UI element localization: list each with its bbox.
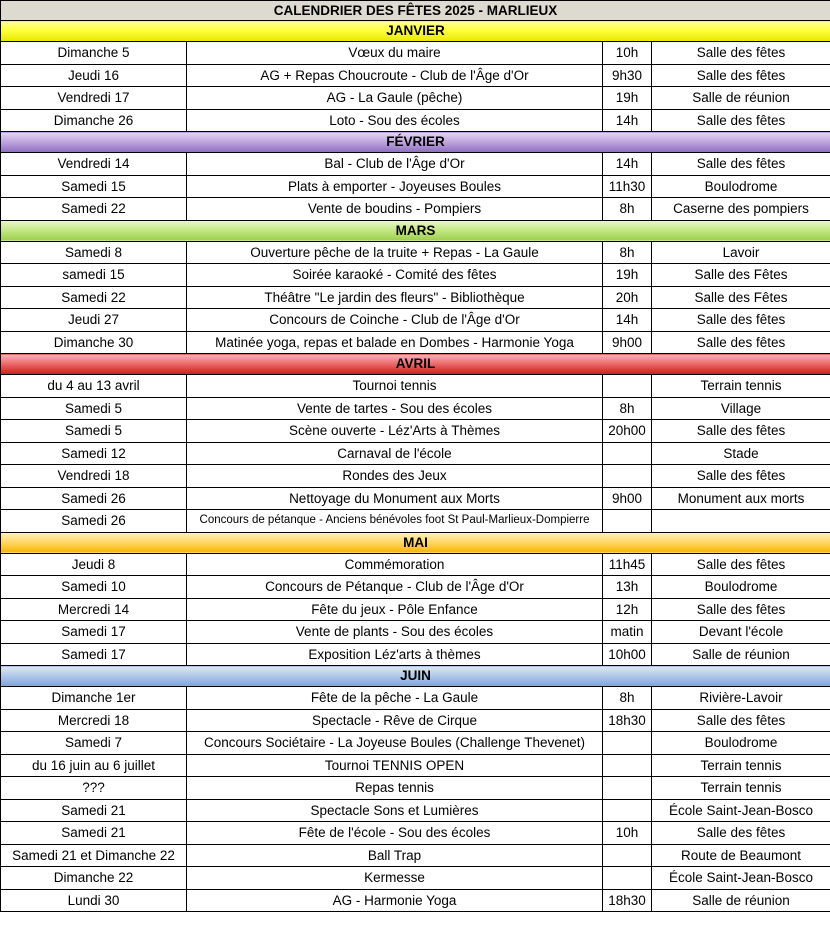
- event-row: [1, 510, 830, 533]
- event-place: Route de Beaumont: [652, 844, 830, 867]
- calendar-title: CALENDRIER DES FÊTES 2025 - MARLIEUX: [1, 1, 830, 21]
- event-date: Vendredi 17: [1, 87, 187, 110]
- event-place: Salle des Fêtes: [652, 286, 830, 309]
- event-place: Salle des fêtes: [652, 420, 830, 443]
- event-place: Village: [652, 397, 830, 420]
- event-date: Lundi 30: [1, 889, 187, 912]
- event-time: 10h: [603, 42, 652, 65]
- event-place: Salle des fêtes: [652, 153, 830, 176]
- event-name: AG - La Gaule (pêche): [187, 87, 603, 110]
- event-name: Soirée karaoké - Comité des fêtes: [187, 264, 603, 287]
- event-place: Boulodrome: [652, 576, 830, 599]
- event-place: Salle des fêtes: [652, 331, 830, 354]
- event-date: Dimanche 30: [1, 331, 187, 354]
- month-header-row: [1, 132, 830, 153]
- event-time: 14h: [603, 309, 652, 332]
- month-header-row: [1, 532, 830, 553]
- event-name: Concours Sociétaire - La Joyeuse Boules (Challenge Thevenet): [187, 732, 603, 755]
- event-date: Samedi 22: [1, 198, 187, 221]
- event-time: 10h: [603, 822, 652, 845]
- event-date: Dimanche 26: [1, 109, 187, 132]
- event-date: Samedi 5: [1, 420, 187, 443]
- event-date: Vendredi 18: [1, 465, 187, 488]
- event-row: [1, 153, 830, 176]
- event-row: [1, 109, 830, 132]
- event-date: Jeudi 16: [1, 64, 187, 87]
- event-date: Jeudi 27: [1, 309, 187, 332]
- event-time: [603, 442, 652, 465]
- event-row: [1, 822, 830, 845]
- event-time: 13h: [603, 576, 652, 599]
- event-place: Salle des fêtes: [652, 709, 830, 732]
- month-header-row: [1, 220, 830, 241]
- event-row: [1, 465, 830, 488]
- event-place: Salle des Fêtes: [652, 264, 830, 287]
- event-name: Vente de boudins - Pompiers: [187, 198, 603, 221]
- event-time: 14h: [603, 109, 652, 132]
- event-date: Samedi 17: [1, 643, 187, 666]
- event-date: Jeudi 8: [1, 553, 187, 576]
- month-header-row: [1, 666, 830, 687]
- event-time: 8h: [603, 687, 652, 710]
- event-time: [603, 867, 652, 890]
- event-time: 10h00: [603, 643, 652, 666]
- event-date: du 16 juin au 6 juillet: [1, 754, 187, 777]
- event-place: Monument aux morts: [652, 487, 830, 510]
- event-row: [1, 264, 830, 287]
- event-place: Rivière-Lavoir: [652, 687, 830, 710]
- event-time: 8h: [603, 241, 652, 264]
- event-row: [1, 621, 830, 644]
- event-row: [1, 553, 830, 576]
- event-name: Exposition Léz'arts à thèmes: [187, 643, 603, 666]
- event-time: 18h30: [603, 889, 652, 912]
- event-place: Salle de réunion: [652, 643, 830, 666]
- event-place: Salle de réunion: [652, 87, 830, 110]
- event-name: Tournoi TENNIS OPEN: [187, 754, 603, 777]
- event-name: Concours de Pétanque - Club de l'Âge d'Or: [187, 576, 603, 599]
- event-place: Caserne des pompiers: [652, 198, 830, 221]
- month-header-row: [1, 354, 830, 375]
- event-name: Concours de Coinche - Club de l'Âge d'Or: [187, 309, 603, 332]
- event-place: Terrain tennis: [652, 754, 830, 777]
- event-row: [1, 309, 830, 332]
- event-time: [603, 754, 652, 777]
- event-time: 19h: [603, 264, 652, 287]
- event-row: [1, 175, 830, 198]
- event-time: 20h: [603, 286, 652, 309]
- event-row: [1, 64, 830, 87]
- event-row: [1, 286, 830, 309]
- event-name: Concours de pétanque - Anciens bénévoles foot St Paul-Marlieux-Dompierre: [187, 510, 603, 533]
- event-place: Salle des fêtes: [652, 465, 830, 488]
- event-name: Spectacle Sons et Lumières: [187, 799, 603, 822]
- event-date: Samedi 15: [1, 175, 187, 198]
- event-date: Dimanche 1er: [1, 687, 187, 710]
- event-date: Dimanche 22: [1, 867, 187, 890]
- event-time: [603, 375, 652, 398]
- event-date: Samedi 26: [1, 487, 187, 510]
- month-header: FÉVRIER: [1, 132, 830, 153]
- event-row: [1, 844, 830, 867]
- event-time: [603, 777, 652, 800]
- event-place: Boulodrome: [652, 175, 830, 198]
- event-place: Terrain tennis: [652, 375, 830, 398]
- event-row: [1, 397, 830, 420]
- event-date: samedi 15: [1, 264, 187, 287]
- event-date: Samedi 7: [1, 732, 187, 755]
- event-row: [1, 643, 830, 666]
- event-time: matin: [603, 621, 652, 644]
- event-name: AG - Harmonie Yoga: [187, 889, 603, 912]
- event-row: [1, 576, 830, 599]
- event-row: [1, 375, 830, 398]
- event-date: Mercredi 14: [1, 598, 187, 621]
- event-name: Rondes des Jeux: [187, 465, 603, 488]
- event-place: Salle des fêtes: [652, 109, 830, 132]
- event-date: Samedi 10: [1, 576, 187, 599]
- event-time: [603, 732, 652, 755]
- event-time: [603, 844, 652, 867]
- event-row: [1, 87, 830, 110]
- event-time: 9h00: [603, 487, 652, 510]
- event-row: [1, 799, 830, 822]
- event-time: 11h45: [603, 553, 652, 576]
- event-time: 9h00: [603, 331, 652, 354]
- event-name: Spectacle - Rêve de Cirque: [187, 709, 603, 732]
- event-place: École Saint-Jean-Bosco: [652, 867, 830, 890]
- event-name: Carnaval de l'école: [187, 442, 603, 465]
- event-row: [1, 442, 830, 465]
- event-time: 14h: [603, 153, 652, 176]
- event-time: 11h30: [603, 175, 652, 198]
- event-date: du 4 au 13 avril: [1, 375, 187, 398]
- event-time: 12h: [603, 598, 652, 621]
- event-place: Terrain tennis: [652, 777, 830, 800]
- event-name: Fête du jeux - Pôle Enfance: [187, 598, 603, 621]
- event-name: Tournoi tennis: [187, 375, 603, 398]
- event-row: [1, 598, 830, 621]
- event-row: [1, 687, 830, 710]
- month-header-row: [1, 21, 830, 42]
- event-date: Samedi 5: [1, 397, 187, 420]
- event-time: 19h: [603, 87, 652, 110]
- event-row: [1, 777, 830, 800]
- event-row: [1, 732, 830, 755]
- event-date: ???: [1, 777, 187, 800]
- event-date: Samedi 17: [1, 621, 187, 644]
- event-date: Samedi 22: [1, 286, 187, 309]
- event-date: Samedi 21: [1, 799, 187, 822]
- event-row: [1, 709, 830, 732]
- event-time: 18h30: [603, 709, 652, 732]
- event-date: Mercredi 18: [1, 709, 187, 732]
- event-row: [1, 42, 830, 65]
- event-place: Salle des fêtes: [652, 64, 830, 87]
- event-place: Devant l'école: [652, 621, 830, 644]
- event-row: [1, 241, 830, 264]
- event-name: Bal - Club de l'Âge d'Or: [187, 153, 603, 176]
- event-name: Vente de plants - Sou des écoles: [187, 621, 603, 644]
- event-name: Vœux du maire: [187, 42, 603, 65]
- event-name: Scène ouverte - Léz'Arts à Thèmes: [187, 420, 603, 443]
- month-header: JANVIER: [1, 21, 830, 42]
- month-header: MARS: [1, 220, 830, 241]
- event-time: 8h: [603, 397, 652, 420]
- event-row: [1, 889, 830, 912]
- event-date: Samedi 8: [1, 241, 187, 264]
- event-name: AG + Repas Choucroute - Club de l'Âge d'Or: [187, 64, 603, 87]
- event-name: Repas tennis: [187, 777, 603, 800]
- event-place: Lavoir: [652, 241, 830, 264]
- event-date: Samedi 12: [1, 442, 187, 465]
- event-name: Kermesse: [187, 867, 603, 890]
- event-row: [1, 331, 830, 354]
- event-name: Plats à emporter - Joyeuses Boules: [187, 175, 603, 198]
- event-name: Ouverture pêche de la truite + Repas - La Gaule: [187, 241, 603, 264]
- event-row: [1, 420, 830, 443]
- event-date: Samedi 21: [1, 822, 187, 845]
- event-name: Loto - Sou des écoles: [187, 109, 603, 132]
- month-header: AVRIL: [1, 354, 830, 375]
- event-name: Ball Trap: [187, 844, 603, 867]
- event-time: [603, 510, 652, 533]
- event-time: 9h30: [603, 64, 652, 87]
- event-place: Boulodrome: [652, 732, 830, 755]
- event-date: Samedi 21 et Dimanche 22: [1, 844, 187, 867]
- event-place: [652, 510, 830, 533]
- month-header: JUIN: [1, 666, 830, 687]
- event-date: Dimanche 5: [1, 42, 187, 65]
- event-row: [1, 198, 830, 221]
- event-place: Salle des fêtes: [652, 309, 830, 332]
- event-name: Nettoyage du Monument aux Morts: [187, 487, 603, 510]
- event-date: Samedi 26: [1, 510, 187, 533]
- event-time: 8h: [603, 198, 652, 221]
- event-row: [1, 867, 830, 890]
- event-name: Commémoration: [187, 553, 603, 576]
- event-time: [603, 799, 652, 822]
- title-row: [1, 1, 830, 21]
- event-row: [1, 754, 830, 777]
- event-name: Fête de l'école - Sou des écoles: [187, 822, 603, 845]
- month-header: MAI: [1, 532, 830, 553]
- event-place: Salle des fêtes: [652, 822, 830, 845]
- event-place: Salle des fêtes: [652, 553, 830, 576]
- event-place: Salle de réunion: [652, 889, 830, 912]
- event-name: Fête de la pêche - La Gaule: [187, 687, 603, 710]
- event-place: École Saint-Jean-Bosco: [652, 799, 830, 822]
- event-name: Matinée yoga, repas et balade en Dombes - Harmonie Yoga: [187, 331, 603, 354]
- event-date: Vendredi 14: [1, 153, 187, 176]
- event-time: 20h00: [603, 420, 652, 443]
- event-name: Théâtre "Le jardin des fleurs" - Bibliothèque: [187, 286, 603, 309]
- event-place: Stade: [652, 442, 830, 465]
- event-place: Salle des fêtes: [652, 42, 830, 65]
- event-row: [1, 487, 830, 510]
- event-place: Salle des fêtes: [652, 598, 830, 621]
- event-time: [603, 465, 652, 488]
- event-name: Vente de tartes - Sou des écoles: [187, 397, 603, 420]
